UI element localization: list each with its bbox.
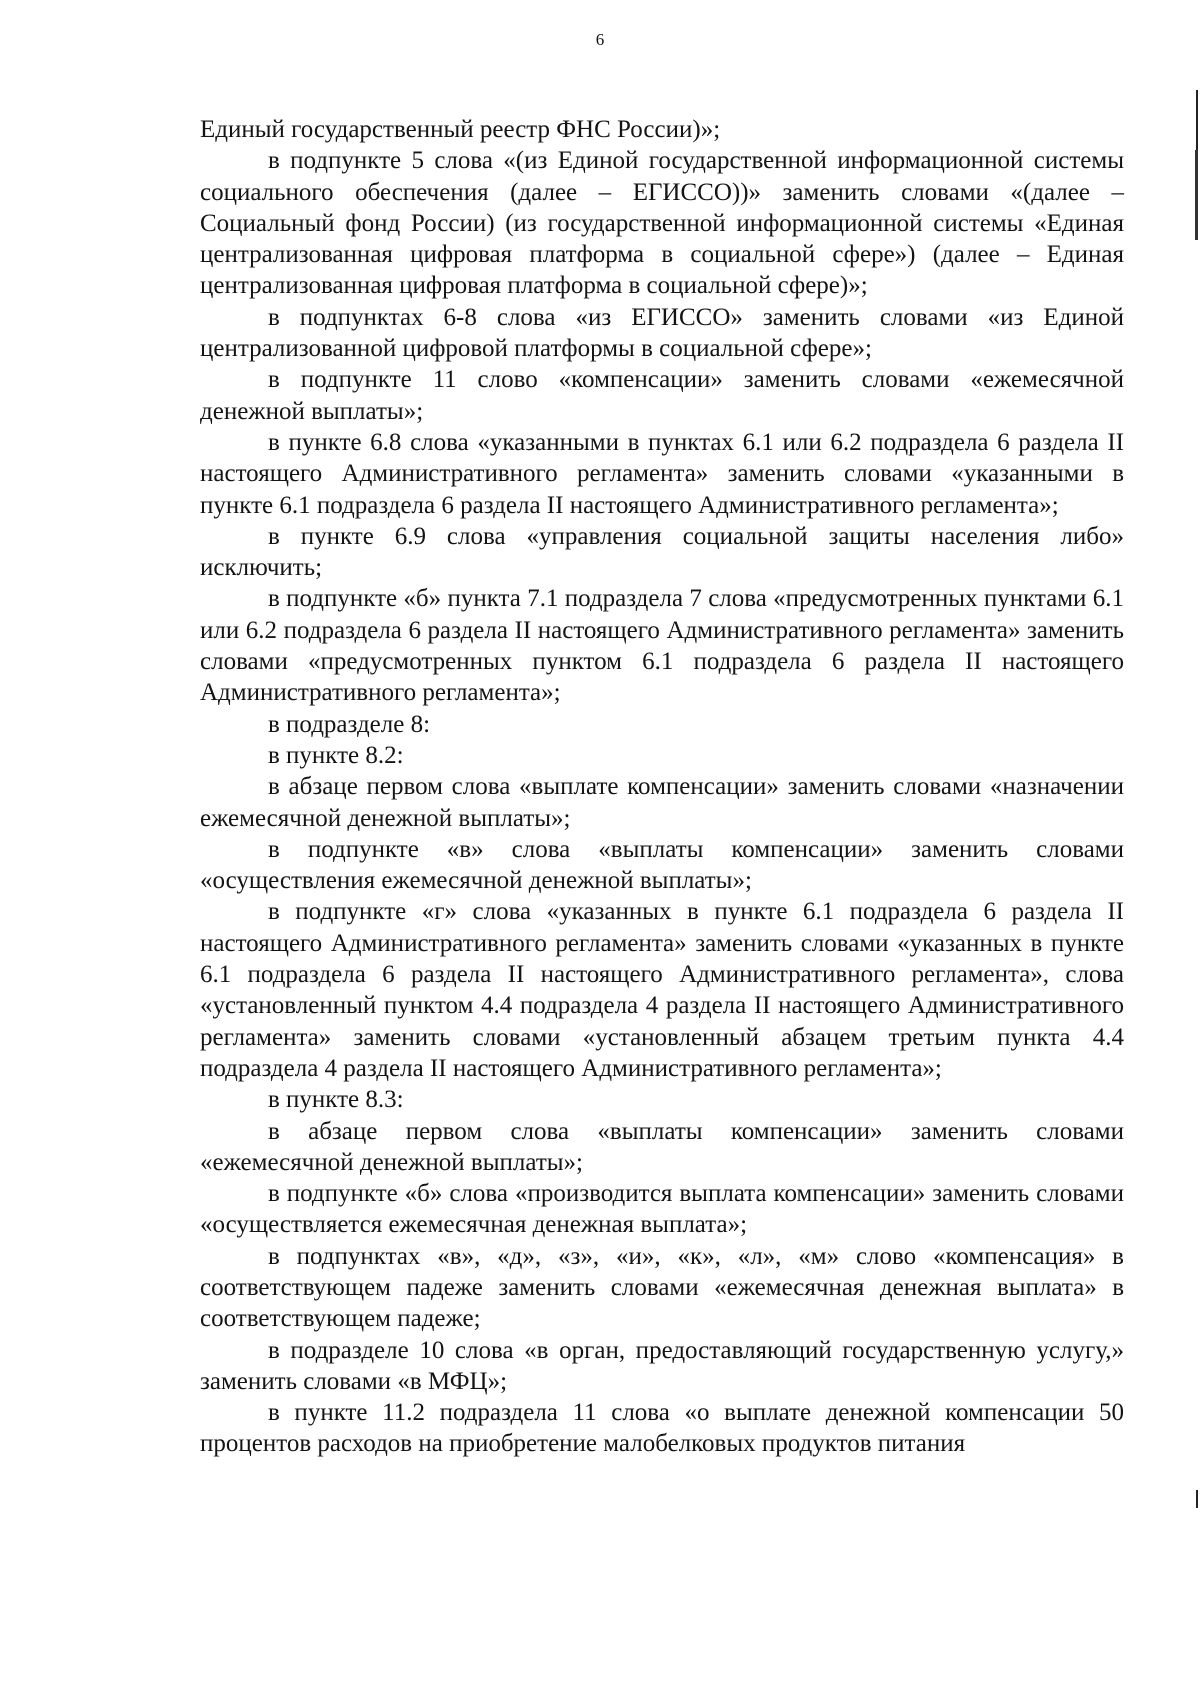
paragraph: в пункте 8.3:	[268, 1086, 404, 1114]
paragraph: в подпунктах 6-8 слова «из ЕГИССО» заменить словами «из Единой централизованной цифровой платформы в социальной сфере»;	[200, 303, 1124, 363]
paragraph: в подразделе 8:	[268, 710, 431, 738]
paragraph: в пункте 8.2:	[268, 741, 404, 769]
document-body	[200, 114, 1124, 1460]
paragraph: в подпунктах «в», «д», «з», «и», «к», «л», «м» слово «компенсация» в соответствующем падеже заменить словами «ежемесячная денежная выплата» в соответствующем падеже;	[200, 1242, 1124, 1333]
paragraph: в пункте 6.9 слова «управления социальной защиты населения либо» исключить;	[200, 522, 1124, 582]
page-number: 6	[595, 30, 605, 49]
paragraph: в подпункте «г» слова «указанных в пункте 6.1 подраздела 6 раздела II настоящего Административного регламента» заменить словами «указанных в пункте 6.1 подраздела 6 раздела II настоящего Административного регламента», слова «установленный пунктом 4.4 подраздела 4 раздела II настоящего Административного регламента» заменить словами «установленный абзацем третьим пункта 4.4 подраздела 4 раздела II настоящего Административного регламента»;	[200, 898, 1124, 1082]
paragraph: в пункте 6.8 слова «указанными в пунктах 6.1 или 6.2 подраздела 6 раздела II настоящего Административного регламента» заменить словами «указанными в пункте 6.1 подраздела 6 раздела II настоящего Административного регламента»;	[200, 428, 1124, 519]
scan-edge-mark	[1196, 1490, 1198, 1508]
paragraph: в подпункте 11 слово «компенсации» заменить словами «ежемесячной денежной выплаты»;	[200, 366, 1124, 425]
paragraph: в подпункте «б» слова «производится выплата компенсации» заменить словами «осуществляется ежемесячная денежная выплата»;	[200, 1180, 1124, 1239]
paragraph: в подразделе 10 слова «в орган, предоставляющий государственную услугу,» заменить словами «в МФЦ»;	[200, 1336, 1124, 1395]
scan-edge-mark	[1195, 150, 1198, 240]
paragraph: в подпункте 5 слова «(из Единой государственной информационной системы социального обеспечения (далее – ЕГИССО))» заменить словами «(далее – Социальный фонд России) (из государственной информационной системы «Единая централизованная цифровая платформа в социальной сфере») (далее – Единая централизованная цифровая платформа в социальной сфере)»;	[200, 147, 1124, 300]
paragraph: в подпункте «б» пункта 7.1 подраздела 7 слова «предусмотренных пунктами 6.1 или 6.2 подраздела 6 раздела II настоящего Административного регламента» заменить словами «предусмотренных пунктом 6.1 подраздела 6 раздела II настоящего Административного регламента»;	[200, 585, 1124, 707]
paragraph: в подпункте «в» слова «выплаты компенсации» заменить словами «осуществления ежемесячной денежной выплаты»;	[200, 835, 1124, 895]
paragraph: в абзаце первом слова «выплате компенсации» заменить словами «назначении ежемесячной денежной выплаты»;	[200, 773, 1124, 832]
paragraph: в абзаце первом слова «выплаты компенсации» заменить словами «ежемесячной денежной выплаты»;	[200, 1117, 1124, 1176]
paragraph: в пункте 11.2 подраздела 11 слова «о выплате денежной компенсации 50 процентов расходов на приобретение малобелковых продуктов питания	[200, 1399, 1124, 1458]
paragraph: Единый государственный реестр ФНС России)»;	[200, 116, 721, 143]
